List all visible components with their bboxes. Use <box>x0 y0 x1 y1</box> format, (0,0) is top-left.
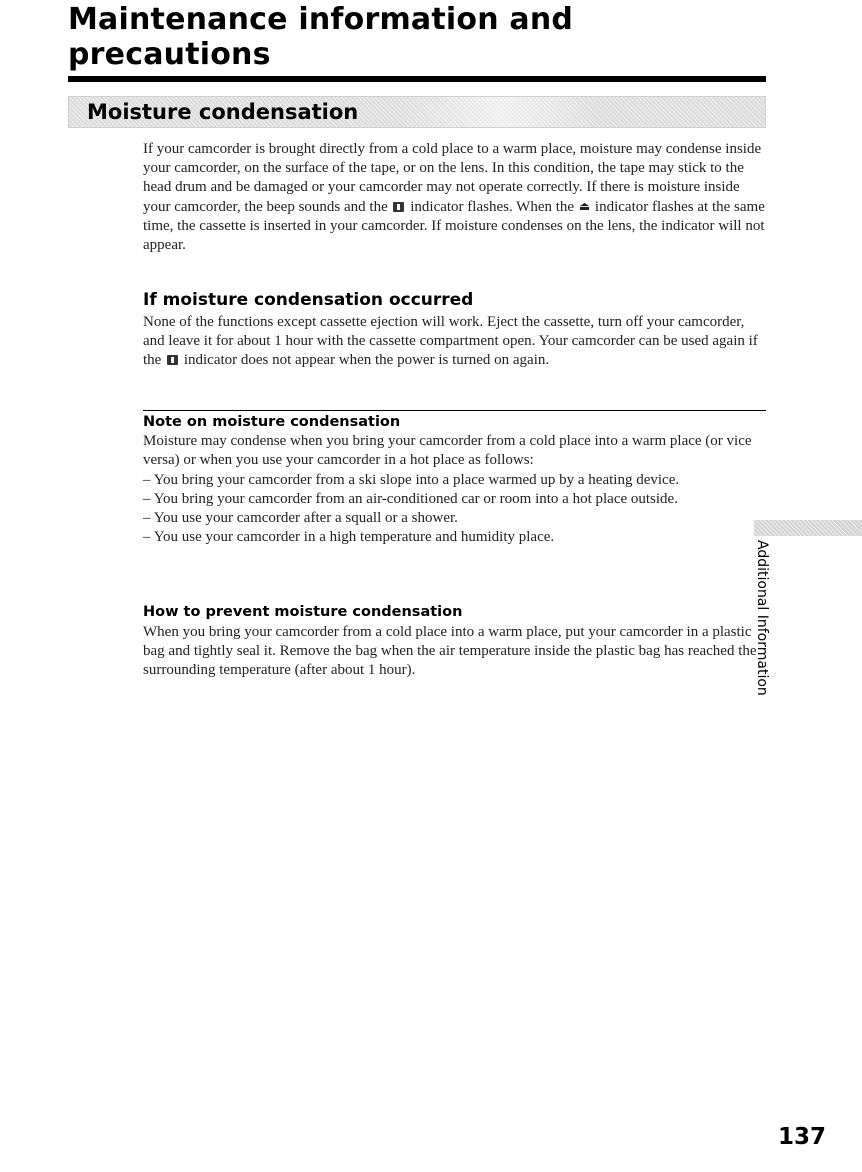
occurred-text-2: indicator does not appear when the power is turned on again. <box>183 352 550 368</box>
section-title: Moisture condensation <box>87 100 359 124</box>
side-tab-label: Additional Information <box>754 540 770 696</box>
list-item: – You bring your camcorder from an air-conditioned car or room into a hot place outside. <box>143 491 678 507</box>
band-highlight <box>399 97 599 127</box>
occurred-text-1: None of the functions except cassette ejection will work. Eject the cassette, turn off your camcorder, and leave it for about 1 hour with the cassette compartment open. Your camcorder can be used again if the <box>143 314 758 368</box>
section-header-band <box>68 96 766 128</box>
side-tab-marker <box>754 520 862 536</box>
list-item: – You use your camcorder after a squall or a shower. <box>143 510 458 526</box>
page-number: 137 <box>778 1124 827 1150</box>
note-list <box>143 471 768 547</box>
intro-paragraph <box>143 140 768 255</box>
eject-icon: ⏏ <box>578 199 591 213</box>
list-item: – You bring your camcorder from a ski slope into a place warmed up by a heating device. <box>143 472 680 488</box>
prevent-heading: How to prevent moisture condensation <box>143 604 463 620</box>
prevent-paragraph: When you bring your camcorder from a cold place into a warm place, put your camcorder in a plastic bag and tightly seal it. Remove the bag when the air temperature inside the plastic bag has reached the surrounding temperature (after about 1 hour). <box>143 624 757 678</box>
moisture-indicator-icon <box>393 202 404 212</box>
occurred-heading: If moisture condensation occurred <box>143 290 474 310</box>
intro-text-3: indicator flashes at the same time, the cassette is inserted in your camcorder. If moisture condenses on the lens, the indicator will not appear. <box>143 199 765 253</box>
intro-text-1: If your camcorder is brought directly from a cold place to a warm place, moisture may condense inside your camcorder, on the surface of the tape, or on the lens. In this condition, the tape may stick to the head drum and be damaged or your camcorder may not operate correctly. If there is moisture inside your camcorder, the beep sounds and the <box>143 141 762 215</box>
page-title: Maintenance information and precautions <box>68 2 574 72</box>
note-divider <box>143 410 766 411</box>
list-item: – You use your camcorder in a high temperature and humidity place. <box>143 529 555 545</box>
title-rule <box>68 76 766 82</box>
note-heading: Note on moisture condensation <box>143 414 401 430</box>
occurred-paragraph <box>143 313 768 370</box>
intro-text-2: indicator flashes. When the <box>410 199 575 215</box>
moisture-indicator-icon <box>167 355 178 365</box>
note-intro: Moisture may condense when you bring your camcorder from a cold place into a warm place (or vice versa) or when you use your camcorder in a hot place as follows: <box>143 433 752 468</box>
